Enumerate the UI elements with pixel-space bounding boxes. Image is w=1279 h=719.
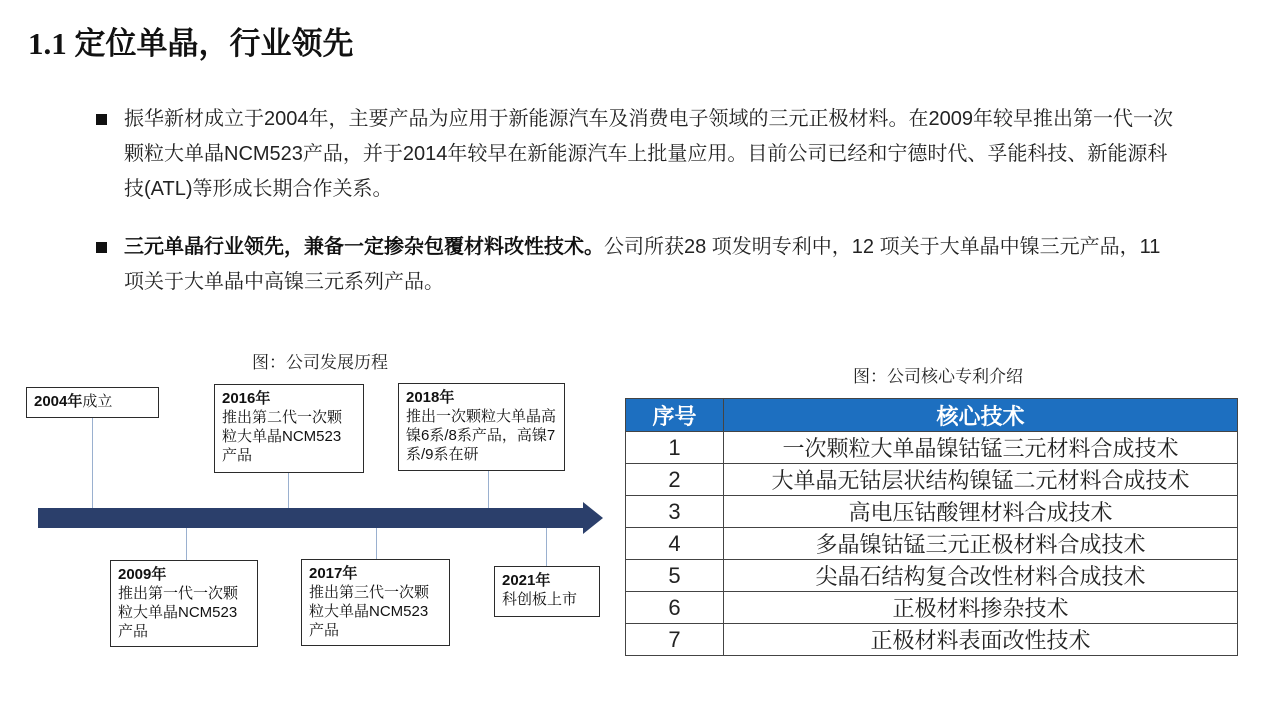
event-year: 2021年 xyxy=(502,572,551,589)
table-header-row xyxy=(626,399,1238,432)
bullet-2-text: 公司所获28 项发明专利中，12 项关于大单晶中镍三元产品，11 项关于大单晶中高镍三元系列产品。 xyxy=(124,236,1161,293)
row-index: 3 xyxy=(626,496,724,528)
event-year: 2009年 xyxy=(118,566,167,583)
row-technology: 正极材料表面改性技术 xyxy=(724,624,1238,656)
bullet-paragraph-2 xyxy=(124,230,1184,300)
row-index: 2 xyxy=(626,464,724,496)
column-header-technology: 核心技术 xyxy=(724,399,1238,432)
timeline-arrow-head-icon xyxy=(583,502,603,534)
event-year: 2016年 xyxy=(222,390,271,407)
event-year: 2018年 xyxy=(406,389,455,406)
row-index: 6 xyxy=(626,592,724,624)
event-text: 推出一次颗粒大单晶高镍6系/8系产品，高镍7系/9系在研 xyxy=(406,408,557,463)
patent-table-caption: 图：公司核心专利介绍 xyxy=(853,367,1023,386)
column-header-index: 序号 xyxy=(626,399,724,432)
timeline-connector-2017 xyxy=(376,528,377,560)
event-year: 2017年 xyxy=(309,565,358,582)
row-technology: 一次颗粒大单晶镍钴锰三元材料合成技术 xyxy=(724,432,1238,464)
timeline-connector-2009 xyxy=(186,528,187,561)
row-technology: 高电压钴酸锂材料合成技术 xyxy=(724,496,1238,528)
bullet-2-bold: 三元单晶行业领先，兼备一定掺杂包覆材料改性技术。 xyxy=(124,236,604,258)
row-technology: 正极材料掺杂技术 xyxy=(724,592,1238,624)
event-text: 成立 xyxy=(82,393,113,410)
timeline-connector-2016 xyxy=(288,472,289,508)
timeline-caption: 图：公司发展历程 xyxy=(252,353,388,372)
table-row xyxy=(626,496,1238,528)
timeline-event-2009 xyxy=(110,560,258,647)
timeline-event-2018 xyxy=(398,383,565,471)
row-index: 4 xyxy=(626,528,724,560)
table-row xyxy=(626,624,1238,656)
event-text: 推出第一代一次颗粒大单晶NCM523产品 xyxy=(118,585,239,640)
row-index: 7 xyxy=(626,624,724,656)
row-technology: 尖晶石结构复合改性材料合成技术 xyxy=(724,560,1238,592)
timeline-connector-2018 xyxy=(488,470,489,508)
timeline-event-2004 xyxy=(26,387,159,418)
bullet-square-icon xyxy=(96,114,107,125)
table-row xyxy=(626,464,1238,496)
table-row xyxy=(626,560,1238,592)
event-year: 2004年 xyxy=(34,393,83,410)
row-index: 1 xyxy=(626,432,724,464)
timeline-connector-2021 xyxy=(546,528,547,567)
row-index: 5 xyxy=(626,560,724,592)
bullet-1-text: 振华新材成立于2004年，主要产品为应用于新能源汽车及消费电子领域的三元正极材料。在2009年较早推出第一代一次颗粒大单晶NCM523产品，并于2014年较早在新能源汽车上批量应用。目前公司已经和宁德时代、孚能科技、新能源科技(ATL)等形成长期合作关系。 xyxy=(124,108,1173,200)
timeline-event-2021 xyxy=(494,566,600,617)
patent-table xyxy=(625,398,1238,656)
table-row xyxy=(626,528,1238,560)
row-technology: 大单晶无钴层状结构镍锰二元材料合成技术 xyxy=(724,464,1238,496)
table-row xyxy=(626,432,1238,464)
timeline-event-2016 xyxy=(214,384,364,473)
bullet-paragraph-1 xyxy=(124,102,1184,207)
timeline-arrow-bar xyxy=(38,508,584,528)
page-title: 1.1 定位单晶，行业领先 xyxy=(28,26,354,61)
event-text: 推出第三代一次颗粒大单晶NCM523产品 xyxy=(309,584,430,639)
event-text: 科创板上市 xyxy=(502,591,578,608)
bullet-square-icon xyxy=(96,242,107,253)
timeline-connector-2004 xyxy=(92,416,93,508)
row-technology: 多晶镍钴锰三元正极材料合成技术 xyxy=(724,528,1238,560)
table-row xyxy=(626,592,1238,624)
timeline-event-2017 xyxy=(301,559,450,646)
event-text: 推出第二代一次颗粒大单晶NCM523产品 xyxy=(222,409,343,464)
